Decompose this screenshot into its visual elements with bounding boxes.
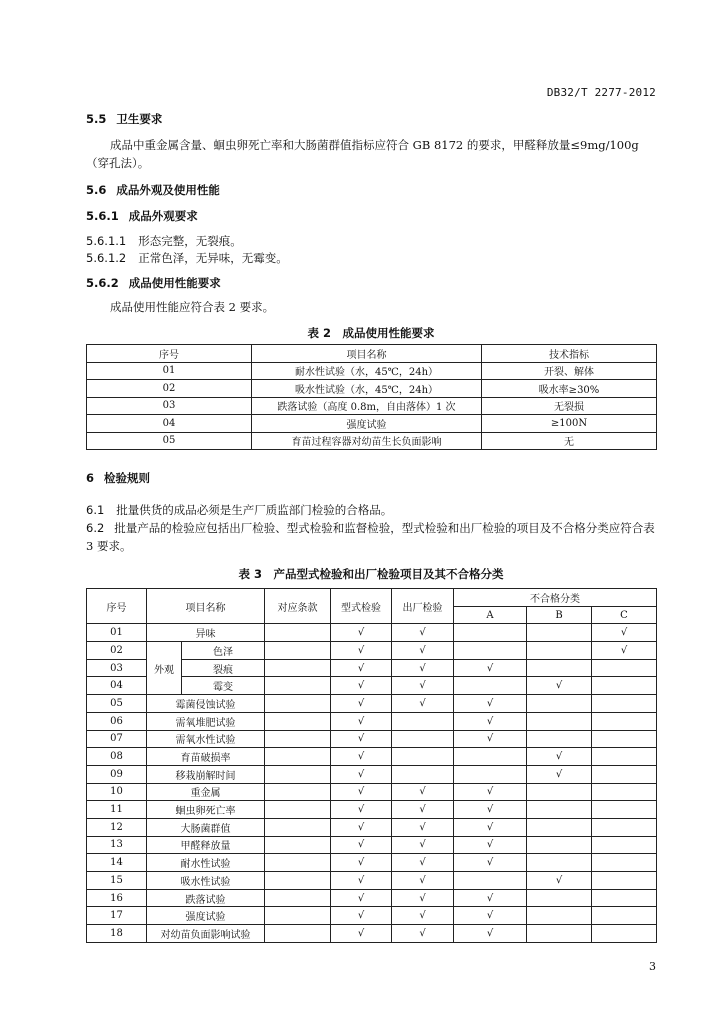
cell-class-c xyxy=(592,872,657,890)
table-row xyxy=(87,362,657,380)
cell-factory-test xyxy=(392,765,454,783)
cell-item: 对幼苗负面影响试验 xyxy=(147,925,265,943)
cell-class-a: √ xyxy=(454,854,527,872)
section-title: 成品使用性能要求 xyxy=(128,276,221,290)
cell-item: 吸水性试验 xyxy=(147,872,265,890)
header-type-test: 型式检验 xyxy=(331,589,392,624)
page-number: 3 xyxy=(649,960,656,973)
table-row xyxy=(87,432,657,450)
cell-class-b xyxy=(527,854,592,872)
cell-no: 09 xyxy=(87,765,147,783)
cell-type-test: √ xyxy=(331,659,392,677)
table-3 xyxy=(86,588,657,943)
cell-class-b: √ xyxy=(527,765,592,783)
section-5-5-text: 成品中重金属含量、蛔虫卵死亡率和大肠菌群值指标应符合 GB 8172 的要求，甲醛释放量≤9mg/100g（穿孔法）。 xyxy=(86,138,639,170)
cell-class-b xyxy=(527,730,592,748)
cell-no: 05 xyxy=(87,695,147,713)
section-5-5-heading xyxy=(86,111,162,127)
item-5-6-1-2 xyxy=(86,250,288,266)
cell-class-c xyxy=(592,712,657,730)
cell-factory-test: √ xyxy=(392,925,454,943)
cell-class-a: √ xyxy=(454,695,527,713)
cell-no: 07 xyxy=(87,730,147,748)
cell-factory-test: √ xyxy=(392,801,454,819)
table-row xyxy=(87,801,657,819)
cell-class-b xyxy=(527,659,592,677)
cell-type-test: √ xyxy=(331,818,392,836)
cell-factory-test: √ xyxy=(392,677,454,695)
cell-class-c xyxy=(592,677,657,695)
header-no: 序号 xyxy=(87,589,147,624)
table-row xyxy=(87,818,657,836)
table-row xyxy=(87,712,657,730)
item-number: 6.1 xyxy=(86,503,105,517)
cell-type-test: √ xyxy=(331,907,392,925)
cell-class-a: √ xyxy=(454,889,527,907)
cell-factory-test: √ xyxy=(392,854,454,872)
header-item: 项目名称 xyxy=(147,589,265,624)
cell-no: 13 xyxy=(87,836,147,854)
cell-clause xyxy=(265,836,331,854)
cell-type-test: √ xyxy=(331,624,392,642)
cell-no: 12 xyxy=(87,818,147,836)
cell-class-b xyxy=(527,907,592,925)
cell-no: 08 xyxy=(87,748,147,766)
table-row xyxy=(87,765,657,783)
section-number: 5.6.2 xyxy=(86,276,119,290)
table-row xyxy=(87,624,657,642)
cell-clause xyxy=(265,907,331,925)
header-class-b: B xyxy=(527,606,592,624)
cell-item: 霉菌侵蚀试验 xyxy=(147,695,265,713)
item-text: 批量供货的成品必须是生产厂质监部门检验的合格品。 xyxy=(116,503,393,517)
cell-no: 01 xyxy=(87,362,252,380)
cell-no: 03 xyxy=(87,397,252,415)
header-item: 项目名称 xyxy=(252,345,482,363)
table-header-row xyxy=(87,345,657,363)
cell-class-b: √ xyxy=(527,677,592,695)
cell-no: 01 xyxy=(87,624,147,642)
cell-class-b xyxy=(527,836,592,854)
cell-item: 强度试验 xyxy=(252,415,482,433)
header-no: 序号 xyxy=(87,345,252,363)
header-nonconformity: 不合格分类 xyxy=(454,589,657,607)
table-row xyxy=(87,730,657,748)
cell-no: 04 xyxy=(87,677,147,695)
cell-item: 异味 xyxy=(147,624,265,642)
cell-class-c: √ xyxy=(592,642,657,660)
cell-class-b xyxy=(527,624,592,642)
cell-class-a: √ xyxy=(454,836,527,854)
cell-type-test: √ xyxy=(331,642,392,660)
cell-class-a: √ xyxy=(454,925,527,943)
cell-type-test: √ xyxy=(331,712,392,730)
table-row xyxy=(87,783,657,801)
cell-factory-test xyxy=(392,712,454,730)
cell-spec: 吸水率≥30% xyxy=(482,380,657,398)
table-3-caption: 表 3 产品型式检验和出厂检验项目及其不合格分类 xyxy=(238,567,504,581)
cell-no: 05 xyxy=(87,432,252,450)
cell-type-test: √ xyxy=(331,783,392,801)
cell-factory-test: √ xyxy=(392,907,454,925)
cell-factory-test: √ xyxy=(392,695,454,713)
cell-item: 育苗过程容器对幼苗生长负面影响 xyxy=(252,432,482,450)
cell-class-b: √ xyxy=(527,872,592,890)
cell-clause xyxy=(265,854,331,872)
cell-no: 17 xyxy=(87,907,147,925)
cell-clause xyxy=(265,695,331,713)
cell-clause xyxy=(265,659,331,677)
table-row xyxy=(87,872,657,890)
item-text: 批量产品的检验应包括出厂检验、型式检验和监督检验，型式检验和出厂检验的项目及不合格分类应符合表 3 要求。 xyxy=(86,521,655,553)
table-row xyxy=(87,925,657,943)
header-clause: 对应条款 xyxy=(265,589,331,624)
header-class-c: C xyxy=(592,606,657,624)
cell-spec: ≥100N xyxy=(482,415,657,433)
item-6-2 xyxy=(86,519,656,555)
section-5-6-2-text: 成品使用性能应符合表 2 要求。 xyxy=(110,300,275,314)
cell-clause xyxy=(265,889,331,907)
cell-class-b xyxy=(527,783,592,801)
cell-item: 跌落试验 xyxy=(147,889,265,907)
cell-item: 移栽崩解时间 xyxy=(147,765,265,783)
cell-type-test: √ xyxy=(331,730,392,748)
cell-class-a: √ xyxy=(454,907,527,925)
cell-spec: 无 xyxy=(482,432,657,450)
cell-item: 需氧堆肥试验 xyxy=(147,712,265,730)
cell-class-a: √ xyxy=(454,730,527,748)
cell-class-b xyxy=(527,818,592,836)
table-row xyxy=(87,889,657,907)
cell-spec: 无裂损 xyxy=(482,397,657,415)
cell-no: 15 xyxy=(87,872,147,890)
item-number: 5.6.1.1 xyxy=(86,234,127,248)
cell-class-c xyxy=(592,765,657,783)
cell-class-a: √ xyxy=(454,712,527,730)
cell-type-test: √ xyxy=(331,748,392,766)
cell-type-test: √ xyxy=(331,695,392,713)
cell-class-c xyxy=(592,818,657,836)
cell-clause xyxy=(265,765,331,783)
cell-class-a xyxy=(454,765,527,783)
section-number: 5.5 xyxy=(86,112,107,126)
cell-class-a xyxy=(454,624,527,642)
table-row xyxy=(87,907,657,925)
cell-class-c xyxy=(592,730,657,748)
cell-no: 16 xyxy=(87,889,147,907)
cell-class-a xyxy=(454,642,527,660)
section-title: 成品外观要求 xyxy=(128,209,198,223)
cell-factory-test: √ xyxy=(392,659,454,677)
cell-type-test: √ xyxy=(331,765,392,783)
cell-no: 10 xyxy=(87,783,147,801)
cell-class-c xyxy=(592,836,657,854)
cell-class-a xyxy=(454,748,527,766)
cell-class-b xyxy=(527,925,592,943)
cell-type-test: √ xyxy=(331,872,392,890)
cell-no: 03 xyxy=(87,659,147,677)
cell-factory-test: √ xyxy=(392,872,454,890)
cell-no: 02 xyxy=(87,642,147,660)
cell-clause xyxy=(265,783,331,801)
cell-factory-test: √ xyxy=(392,783,454,801)
item-6-1 xyxy=(86,502,392,518)
cell-class-b xyxy=(527,712,592,730)
table-row xyxy=(87,380,657,398)
item-text: 正常色泽，无异味，无霉变。 xyxy=(138,251,288,265)
section-6-heading xyxy=(86,470,150,486)
cell-class-b xyxy=(527,889,592,907)
cell-class-b xyxy=(527,801,592,819)
cell-class-c xyxy=(592,854,657,872)
cell-class-a: √ xyxy=(454,783,527,801)
section-title: 成品外观及使用性能 xyxy=(116,183,220,197)
table-row xyxy=(87,415,657,433)
item-text: 形态完整，无裂痕。 xyxy=(138,234,242,248)
cell-class-a: √ xyxy=(454,659,527,677)
cell-class-a xyxy=(454,677,527,695)
cell-clause xyxy=(265,925,331,943)
item-number: 6.2 xyxy=(86,521,105,535)
cell-item: 育苗破损率 xyxy=(147,748,265,766)
section-number: 5.6.1 xyxy=(86,209,119,223)
cell-class-c xyxy=(592,801,657,819)
cell-no: 14 xyxy=(87,854,147,872)
table-row xyxy=(87,397,657,415)
section-title: 卫生要求 xyxy=(116,112,163,126)
cell-class-a xyxy=(454,872,527,890)
cell-clause xyxy=(265,712,331,730)
cell-item: 色泽 xyxy=(182,642,265,660)
cell-item: 霉变 xyxy=(182,677,265,695)
cell-item: 耐水性试验（水，45℃，24h） xyxy=(252,362,482,380)
cell-clause xyxy=(265,801,331,819)
cell-item: 耐水性试验 xyxy=(147,854,265,872)
cell-item: 蛔虫卵死亡率 xyxy=(147,801,265,819)
cell-factory-test: √ xyxy=(392,889,454,907)
cell-no: 11 xyxy=(87,801,147,819)
cell-item: 需氧水性试验 xyxy=(147,730,265,748)
table-row xyxy=(87,836,657,854)
cell-factory-test: √ xyxy=(392,642,454,660)
cell-clause xyxy=(265,730,331,748)
cell-class-b xyxy=(527,695,592,713)
cell-type-test: √ xyxy=(331,801,392,819)
cell-clause xyxy=(265,748,331,766)
cell-spec: 开裂、解体 xyxy=(482,362,657,380)
header-spec: 技术指标 xyxy=(482,345,657,363)
section-number: 6 xyxy=(86,471,95,485)
cell-type-test: √ xyxy=(331,854,392,872)
table-2 xyxy=(86,344,657,450)
cell-class-c xyxy=(592,783,657,801)
cell-class-c xyxy=(592,925,657,943)
cell-appearance-group: 外观 xyxy=(147,642,182,695)
cell-factory-test: √ xyxy=(392,818,454,836)
table-2-caption: 表 2 成品使用性能要求 xyxy=(307,326,435,340)
cell-class-a: √ xyxy=(454,818,527,836)
section-5-6-heading xyxy=(86,182,220,198)
header-class-a: A xyxy=(454,606,527,624)
cell-class-c xyxy=(592,748,657,766)
cell-clause xyxy=(265,624,331,642)
cell-class-b: √ xyxy=(527,748,592,766)
cell-item: 吸水性试验（水，45℃，24h） xyxy=(252,380,482,398)
cell-class-c xyxy=(592,695,657,713)
cell-item: 强度试验 xyxy=(147,907,265,925)
cell-clause xyxy=(265,642,331,660)
item-5-6-1-1 xyxy=(86,233,242,249)
cell-class-c xyxy=(592,659,657,677)
table-row xyxy=(87,748,657,766)
cell-clause xyxy=(265,677,331,695)
cell-factory-test xyxy=(392,730,454,748)
cell-clause xyxy=(265,818,331,836)
cell-class-b xyxy=(527,642,592,660)
table-row xyxy=(87,695,657,713)
table-row xyxy=(87,642,657,660)
cell-class-c: √ xyxy=(592,624,657,642)
cell-item: 重金属 xyxy=(147,783,265,801)
header-factory-test: 出厂检验 xyxy=(392,589,454,624)
cell-clause xyxy=(265,872,331,890)
item-number: 5.6.1.2 xyxy=(86,251,127,265)
cell-factory-test: √ xyxy=(392,624,454,642)
cell-factory-test: √ xyxy=(392,836,454,854)
cell-no: 18 xyxy=(87,925,147,943)
cell-type-test: √ xyxy=(331,677,392,695)
cell-factory-test xyxy=(392,748,454,766)
section-number: 5.6 xyxy=(86,183,107,197)
cell-type-test: √ xyxy=(331,836,392,854)
table-header-row xyxy=(87,589,657,607)
section-5-6-2-heading xyxy=(86,275,221,291)
cell-item: 跌落试验（高度 0.8m，自由落体）1 次 xyxy=(252,397,482,415)
cell-no: 02 xyxy=(87,380,252,398)
cell-item: 大肠菌群值 xyxy=(147,818,265,836)
table-row xyxy=(87,854,657,872)
cell-item: 裂痕 xyxy=(182,659,265,677)
cell-class-c xyxy=(592,907,657,925)
cell-no: 06 xyxy=(87,712,147,730)
section-title: 检验规则 xyxy=(104,471,151,485)
cell-no: 04 xyxy=(87,415,252,433)
cell-type-test: √ xyxy=(331,889,392,907)
document-code: DB32/T 2277-2012 xyxy=(546,86,656,99)
cell-item: 甲醛释放量 xyxy=(147,836,265,854)
cell-class-a: √ xyxy=(454,801,527,819)
cell-class-c xyxy=(592,889,657,907)
section-5-6-1-heading xyxy=(86,208,198,224)
cell-type-test: √ xyxy=(331,925,392,943)
